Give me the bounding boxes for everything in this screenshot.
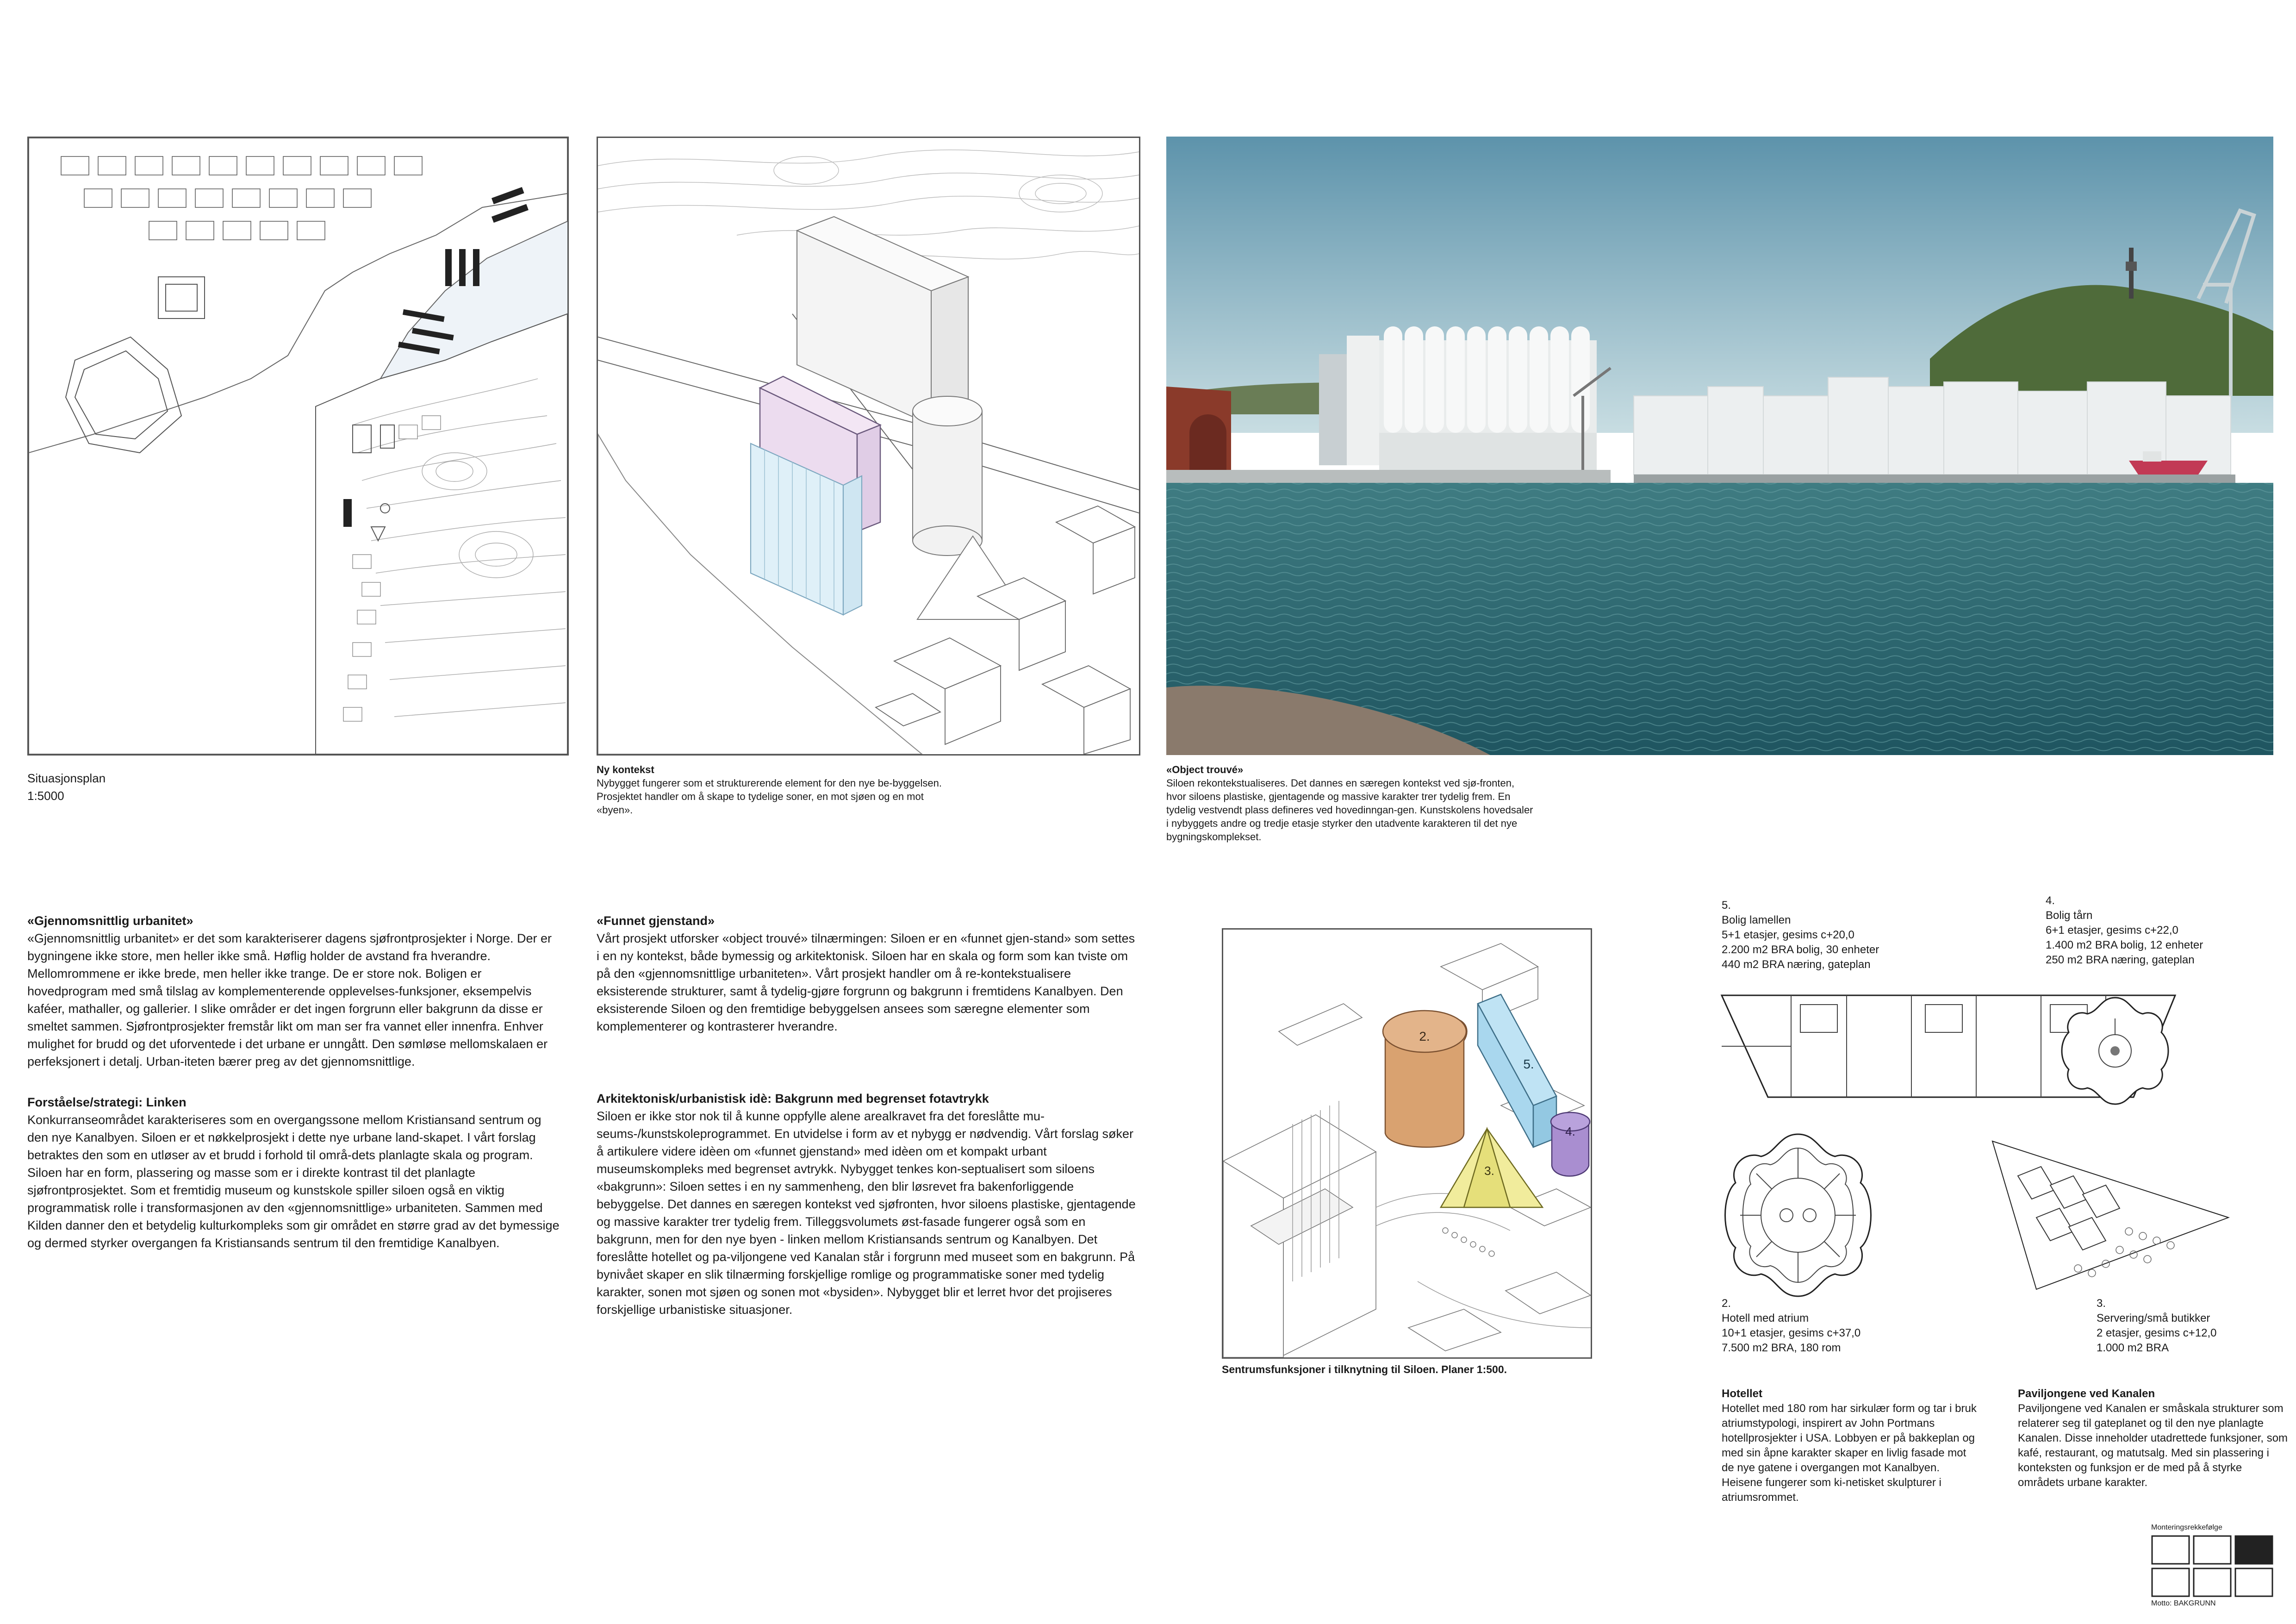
sentrum-diagram [1222, 928, 1592, 1359]
mounting-grid [2151, 1535, 2276, 1609]
building-3-info [2097, 1296, 2263, 1355]
section-title-urbanitet: «Gjennomsnittlig urbanitet» [27, 914, 193, 928]
section-body-urbanitet: «Gjennomsnittlig urbanitet» er det som karakteriserer dagens sjøfrontprosjekter i Norge. Der er bygningene ikke store, men heller ikke små. Høflig holder de avstand fra hverandre. Mellomrommene er ikke brede, men heller ikke trange. De er store nok. Boligen er hovedprogram med små tilslag av komplementerende opplevelses-funksjoner, eksempelvis kaféer, mathaller, og gallerier. I slike områder er det ingen forgrunn eller bakgrunn da disse er smeltet sammen. Sjøfrontprosjekter fremstår likt om man ser fra vannet eller innenfra. Enhver mulighet for brudd og det uforventede i det urbane er unngått. Den sømløse mellomskalaen er perfeksjonert i detalj. Urban-iteten bærer preg av det gjennomsnittlige. [27, 931, 552, 1068]
building-3-plan [1990, 1139, 2231, 1292]
hotel-title: Hotellet [1722, 1387, 1763, 1400]
building-4-name: Bolig tårn [2046, 909, 2093, 922]
building-2-plan [1712, 1130, 1884, 1301]
section-body-ide: Siloen er ikke stor nok til å kunne oppfylle alene arealkravet fra det foreslåtte mu-seums-/kunstskoleprogrammet. En utvidelse i form av et nybygg er nødvendig. Vårt forslag søker å artikulere videre idèen om «funnet gjenstand» med idèen om et kompakt urbant museumskompleks med begrenset avtrykk. Nybygget tenkes kon-septualisert som siloens «bakgrunn»: Siloen settes i en ny sammenheng, den blir løsrevet fra bakenforliggende bebyggelse. Det dannes en særegen kontekst ved sjøfronten, hvor siloens plastiske, gjentagende og massive karakter trer tydelig frem. Tilleggsvolumets øst-fasade fungerer også som en bakgrunn, men for den nye byen - linken mellom Kristiansands sentrum og Kanalbyen. Det foreslåtte hotellet og pa-viljongene ved Kanalan står i forgrunn med museet som en bakgrunn. På bynivået skaper en slik tilnærming forskjellige romlige og programmatiske soner med tydelig karakter, sonen mot sjøen og sonen mot «bysiden». Nybygget blir et lerret hvor det projiseres forskjellige urbanistiske situasjoner. [597, 1109, 1136, 1317]
building-3-name: Servering/små butikker [2097, 1312, 2210, 1324]
pavilion-body: Paviljongene ved Kanalen er småskala strukturer som relaterer seg til gateplanet og til den nye planlagte Kanalen. Disse inneholder utadrettede funksjoner, som kafé, restaurant, og matutsalg. Med sin plassering i konteksten og funksjon er de med på å styrke områdets urbane karakter. [2018, 1402, 2288, 1489]
building-3-line1: 2 etasjer, gesims c+12,0 [2097, 1327, 2217, 1339]
caption-text: Nybygget fungerer som et strukturerende element for den nye be-byggelsen. Prosjektet handler om å skape to tydelige soner, en mot sjøen og en mot «byen». [597, 777, 942, 816]
section-body-linken: Konkurranseområdet karakteriseres som en overgangssone mellom Kristiansand sentrum og den nye Kanalbyen. Siloen er et nøkkelprosjekt i dette nye urbane land-skapet. I vårt forslag betraktes den som en utløser av et brudd i forhold til områ-dets planlagte skala og program. Siloen har en form, plassering og masse som er i direkte kontrast til det planlagte sjøfrontprosjektet. Som et fremtidig museum og kunstskole spiller siloen også en viktig programmatisk rolle i transformasjonen av den «gjennomsnittlige» urbaniteten. Sammen med Kilden danner den et betydelig kulturkompleks som gir området en større grad av det bymessige og dermed styrker overgangen fa Kristiansands sentrum til den fremtidige Kanalbyen. [27, 1113, 560, 1250]
building-4-plan [2055, 991, 2175, 1111]
building-2-name: Hotell med atrium [1722, 1312, 1809, 1324]
building-2-number: 2. [1722, 1297, 1731, 1310]
pavilion-description [2018, 1387, 2291, 1490]
section-title-funnet: «Funnet gjenstand» [597, 914, 715, 928]
caption-scale: 1:5000 [27, 789, 64, 803]
hotel-body: Hotellet med 180 rom har sirkulær form og tar i bruk atriumstypologi, inspirert av John Portmans hotellprosjekter i USA. Lobbyen er på bakkeplan og med sin åpne karakter skaper en livlig fasade mot de nye gatene i overgangen mot Kanalbyen. Heisene fungerer som ki-netisket skulpturer i atriumsrommet. [1722, 1402, 1977, 1504]
text-column-2 [597, 912, 1138, 1318]
text-column-1 [27, 912, 564, 1252]
building-3-line2: 1.000 m2 BRA [2097, 1342, 2169, 1354]
building-2-plan-drawing [1712, 1130, 1884, 1301]
sentrum-drawing [1223, 930, 1591, 1357]
situasjonsplan-caption [27, 769, 305, 805]
harbour-render-image [1166, 137, 2273, 755]
building-2-info [1722, 1296, 1925, 1355]
sentrum-caption: Sentrumsfunksjoner i tilknytning til Siloen. Planer 1:500. [1222, 1363, 1507, 1375]
hotel-description [1722, 1387, 1981, 1505]
building-4-number: 4. [2046, 894, 2055, 907]
building-5-number: 5. [1722, 899, 1731, 912]
building-2-line2: 7.500 m2 BRA, 180 rom [1722, 1342, 1841, 1354]
diagram-label-4: 4. [1565, 1124, 1575, 1138]
ny-kontekst-caption [597, 763, 948, 817]
building-3-plan-drawing [1990, 1139, 2231, 1292]
building-5-info [1722, 898, 1944, 972]
caption-text: Siloen rekontekstualiseres. Det dannes en særegen kontekst ved sjø-fronten, hvor siloens plastiske, gjentagende og massive karakter trer tydelig frem. En tydelig vestvendt plass defineres ved hovedinngan-gen. Kunstskolens hovedsaler i nybyggets andre og tredje etasje styrker den utadvente karakteren til det nye bygningskomplekset. [1166, 777, 1533, 843]
context-axonometric [597, 137, 1140, 756]
render-drawing [1166, 137, 2273, 755]
diagram-label-5: 5. [1523, 1057, 1534, 1071]
caption-title: Ny kontekst [597, 764, 654, 775]
building-3-number: 3. [2097, 1297, 2106, 1310]
building-4-info [2046, 893, 2240, 968]
mounting-order [2151, 1523, 2276, 1620]
axonometric-drawing [598, 138, 1139, 754]
section-title-linken: Forståelse/strategi: Linken [27, 1095, 187, 1109]
caption-title: «Object trouvé» [1166, 764, 1244, 775]
diagram-label-2: 2. [1419, 1029, 1430, 1043]
object-trouve-caption [1166, 763, 1537, 843]
building-5-line2: 2.200 m2 BRA bolig, 30 enheter [1722, 943, 1879, 956]
building-4-line1: 6+1 etasjer, gesims c+22,0 [2046, 924, 2178, 937]
mounting-title: Monteringsrekkefølge [2151, 1524, 2222, 1531]
building-5-line1: 5+1 etasjer, gesims c+20,0 [1722, 929, 1854, 941]
site-plan-drawing [29, 138, 567, 754]
caption-title: Situasjonsplan [27, 771, 106, 785]
building-2-line1: 10+1 etasjer, gesims c+37,0 [1722, 1327, 1861, 1339]
building-4-line3: 250 m2 BRA næring, gateplan [2046, 954, 2195, 966]
site-plan-map [27, 137, 569, 756]
motto-text: Motto: BAKGRUNN [2151, 1599, 2216, 1607]
building-5-name: Bolig lamellen [1722, 914, 1791, 926]
pavilion-title: Paviljongene ved Kanalen [2018, 1387, 2155, 1400]
building-5-line3: 440 m2 BRA næring, gateplan [1722, 958, 1871, 971]
building-4-plan-drawing [2055, 991, 2175, 1111]
diagram-label-3: 3. [1484, 1164, 1494, 1178]
building-4-line2: 1.400 m2 BRA bolig, 12 enheter [2046, 939, 2203, 951]
section-title-ide: Arkitektonisk/urbanistisk idè: Bakgrunn med begrenset fotavtrykk [597, 1092, 989, 1106]
section-body-funnet: Vårt prosjekt utforsker «object trouvé» tilnærmingen: Siloen er en «funnet gjen-stand» som settes i en ny kontekst, både bymessig og arkitektonisk. Siloen har en skala og form som kan tviste om på den «gjennomsnittlige urbaniteten». Vårt prosjekt handler om å re-kontekstualisere eksisterende strukturer, samt å tydelig-gjøre forgrunn og bakgrunn i fremtidens Kanalbyen. Den eksisterende Siloen og den fremtidige bebyggelsen ansees som særegne elementer som komplementerer og kontrasterer hverandre. [597, 931, 1135, 1033]
